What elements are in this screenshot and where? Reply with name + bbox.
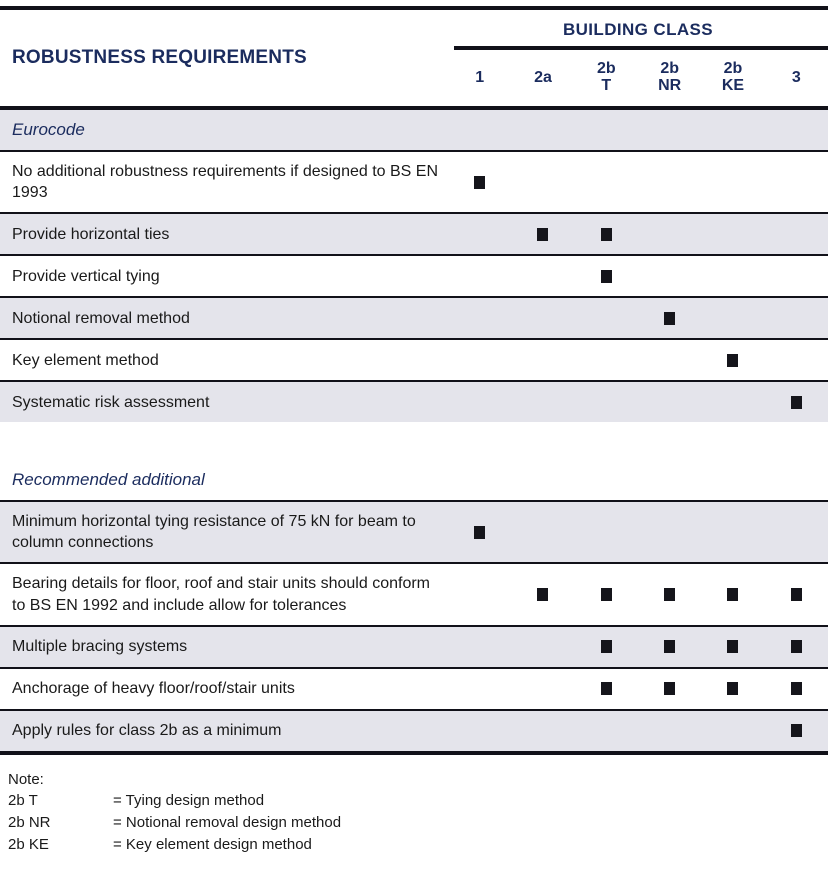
mark-cell-5: [765, 640, 828, 653]
empty-marker: [664, 270, 675, 283]
empty-marker: [727, 176, 738, 189]
mark-cell-0: [448, 640, 511, 653]
mark-cell-4: [701, 270, 764, 283]
row-label-cell: [0, 627, 448, 667]
mark-cell-2: [575, 640, 638, 653]
mark-cell-1: [511, 724, 574, 737]
class-column-main: 2b: [660, 60, 679, 78]
mark-cell-5: [765, 526, 828, 539]
mark-cell-5: [765, 354, 828, 367]
class-column-main: 3: [791, 68, 801, 86]
row-label: No additional robustness requirements if designed to BS EN 1993: [12, 163, 439, 202]
table-row: [0, 152, 828, 212]
row-marks: [448, 711, 828, 751]
mark-cell-5: [765, 270, 828, 283]
empty-marker: [474, 396, 485, 409]
mark-cell-0: [448, 354, 511, 367]
empty-marker: [727, 396, 738, 409]
mark-cell-2: [575, 228, 638, 241]
row-label: Minimum horizontal tying resistance of 75 kN for beam to column connections: [12, 513, 416, 552]
building-class-title: BUILDING CLASS: [562, 20, 714, 39]
notes-block: [0, 755, 828, 856]
row-label-cell: [0, 382, 448, 422]
row-marks: [448, 298, 828, 338]
empty-marker: [601, 526, 612, 539]
empty-marker: [664, 396, 675, 409]
note-item: [8, 790, 828, 812]
applies-marker-icon: [537, 228, 548, 241]
empty-marker: [537, 396, 548, 409]
empty-marker: [474, 640, 485, 653]
row-label: Provide vertical tying: [12, 267, 160, 285]
mark-cell-2: [575, 588, 638, 601]
applies-marker-icon: [791, 724, 802, 737]
note-term: 2b NR: [8, 814, 51, 832]
empty-marker: [537, 270, 548, 283]
row-marks: [448, 564, 828, 624]
table-row: [0, 382, 828, 422]
mark-cell-5: [765, 228, 828, 241]
row-label: Provide horizontal ties: [12, 225, 170, 243]
table-row: [0, 627, 828, 667]
mark-cell-2: [575, 312, 638, 325]
mark-cell-4: [701, 176, 764, 189]
class-column-header-5: [765, 70, 828, 87]
mark-cell-1: [511, 354, 574, 367]
mark-cell-4: [701, 640, 764, 653]
section-heading: [0, 460, 828, 500]
note-item: [8, 834, 828, 856]
applies-marker-icon: [664, 640, 675, 653]
notes-title: Note:: [8, 770, 44, 788]
mark-cell-1: [511, 228, 574, 241]
applies-marker-icon: [601, 270, 612, 283]
applies-marker-icon: [664, 312, 675, 325]
mark-cell-4: [701, 396, 764, 409]
table-row: [0, 298, 828, 338]
applies-marker-icon: [601, 588, 612, 601]
applies-marker-icon: [601, 228, 612, 241]
mark-cell-5: [765, 588, 828, 601]
applies-marker-icon: [727, 682, 738, 695]
section-heading-label: Recommended additional: [12, 470, 205, 490]
mark-cell-4: [701, 526, 764, 539]
empty-marker: [601, 396, 612, 409]
empty-marker: [664, 724, 675, 737]
mark-cell-3: [638, 526, 701, 539]
mark-cell-1: [511, 396, 574, 409]
mark-cell-0: [448, 228, 511, 241]
empty-marker: [601, 312, 612, 325]
notes-list: [8, 790, 828, 855]
mark-cell-4: [701, 588, 764, 601]
empty-marker: [791, 526, 802, 539]
mark-cell-1: [511, 640, 574, 653]
applies-marker-icon: [537, 588, 548, 601]
empty-marker: [601, 354, 612, 367]
table-row: [0, 214, 828, 254]
mark-cell-0: [448, 396, 511, 409]
mark-cell-3: [638, 312, 701, 325]
empty-marker: [791, 354, 802, 367]
class-column-sub: KE: [721, 77, 745, 94]
empty-marker: [474, 682, 485, 695]
class-column-main: 1: [475, 68, 485, 86]
row-label: Bearing details for floor, roof and stair units should conform to BS EN 1992 and include allow for tolerances: [12, 575, 430, 614]
empty-marker: [474, 354, 485, 367]
mark-cell-1: [511, 270, 574, 283]
row-label-cell: [0, 711, 448, 751]
class-column-header-0: [448, 70, 511, 87]
mark-cell-1: [511, 312, 574, 325]
empty-marker: [474, 228, 485, 241]
mark-cell-5: [765, 682, 828, 695]
row-label-cell: [0, 256, 448, 296]
table-row: [0, 711, 828, 751]
empty-marker: [727, 228, 738, 241]
applies-marker-icon: [664, 682, 675, 695]
row-label-cell: [0, 152, 448, 212]
class-column-sub: T: [601, 77, 612, 94]
applies-marker-icon: [791, 588, 802, 601]
mark-cell-0: [448, 724, 511, 737]
table-row: [0, 669, 828, 709]
row-label: Apply rules for class 2b as a minimum: [12, 722, 282, 740]
mark-cell-5: [765, 724, 828, 737]
mark-cell-0: [448, 176, 511, 189]
mark-cell-3: [638, 354, 701, 367]
row-marks: [448, 340, 828, 380]
mark-cell-1: [511, 526, 574, 539]
empty-marker: [537, 526, 548, 539]
row-marks: [448, 627, 828, 667]
building-class-header: [448, 10, 828, 106]
empty-marker: [791, 228, 802, 241]
mark-cell-2: [575, 682, 638, 695]
empty-marker: [537, 176, 548, 189]
empty-marker: [727, 724, 738, 737]
empty-marker: [791, 176, 802, 189]
section-heading: [0, 110, 828, 150]
mark-cell-4: [701, 682, 764, 695]
table-row: [0, 340, 828, 380]
note-definition: = Notional removal design method: [113, 814, 342, 832]
mark-cell-2: [575, 396, 638, 409]
mark-cell-3: [638, 682, 701, 695]
mark-cell-0: [448, 270, 511, 283]
mark-cell-0: [448, 682, 511, 695]
row-label: Multiple bracing systems: [12, 638, 188, 656]
empty-marker: [727, 312, 738, 325]
mark-cell-3: [638, 396, 701, 409]
note-definition: = Key element design method: [113, 835, 312, 853]
page-title: ROBUSTNESS REQUIREMENTS: [12, 47, 307, 68]
row-label-cell: [0, 214, 448, 254]
applies-marker-icon: [601, 682, 612, 695]
empty-marker: [601, 724, 612, 737]
empty-marker: [727, 270, 738, 283]
empty-marker: [664, 526, 675, 539]
applies-marker-icon: [727, 354, 738, 367]
mark-cell-1: [511, 588, 574, 601]
note-definition: = Tying design method: [113, 792, 265, 810]
class-column-main: 2a: [534, 68, 552, 86]
empty-marker: [474, 312, 485, 325]
applies-marker-icon: [791, 682, 802, 695]
empty-marker: [537, 354, 548, 367]
empty-marker: [601, 176, 612, 189]
empty-marker: [664, 228, 675, 241]
class-column-header-1: [511, 70, 574, 87]
empty-marker: [474, 588, 485, 601]
mark-cell-4: [701, 228, 764, 241]
row-label-cell: [0, 564, 448, 624]
section-heading-label: Eurocode: [12, 120, 85, 139]
applies-marker-icon: [727, 640, 738, 653]
row-marks: [448, 669, 828, 709]
class-column-header-4: [701, 61, 764, 95]
mark-cell-3: [638, 588, 701, 601]
empty-marker: [537, 312, 548, 325]
mark-cell-3: [638, 228, 701, 241]
table-row: [0, 564, 828, 624]
applies-marker-icon: [474, 526, 485, 539]
mark-cell-2: [575, 270, 638, 283]
row-label: Anchorage of heavy floor/roof/stair units: [12, 680, 295, 698]
mark-cell-2: [575, 176, 638, 189]
row-label: Systematic risk assessment: [12, 393, 210, 411]
class-column-sub: NR: [658, 77, 682, 94]
empty-marker: [664, 176, 675, 189]
mark-cell-0: [448, 312, 511, 325]
applies-marker-icon: [791, 640, 802, 653]
table-row: [0, 502, 828, 562]
applies-marker-icon: [727, 588, 738, 601]
row-label-cell: [0, 298, 448, 338]
table-row: [0, 256, 828, 296]
class-column-headers: [448, 50, 828, 106]
row-label: Notional removal method: [12, 309, 190, 327]
empty-marker: [474, 724, 485, 737]
row-label-cell: [0, 669, 448, 709]
mark-cell-0: [448, 588, 511, 601]
mark-cell-4: [701, 724, 764, 737]
robustness-requirements-table: [0, 6, 828, 882]
empty-marker: [727, 526, 738, 539]
row-marks: [448, 256, 828, 296]
mark-cell-5: [765, 176, 828, 189]
note-term: 2b KE: [8, 835, 49, 853]
row-marks: [448, 502, 828, 562]
row-label-cell: [0, 502, 448, 562]
mark-cell-2: [575, 724, 638, 737]
applies-marker-icon: [664, 588, 675, 601]
mark-cell-1: [511, 176, 574, 189]
mark-cell-3: [638, 270, 701, 283]
row-marks: [448, 152, 828, 212]
mark-cell-3: [638, 724, 701, 737]
class-column-main: 2b: [723, 60, 743, 78]
section-gap: [0, 422, 828, 460]
applies-marker-icon: [791, 396, 802, 409]
row-marks: [448, 214, 828, 254]
row-label-cell: [0, 340, 448, 380]
applies-marker-icon: [601, 640, 612, 653]
table-body: [0, 110, 828, 751]
empty-marker: [474, 270, 485, 283]
empty-marker: [537, 724, 548, 737]
header-title-cell: [0, 10, 448, 106]
note-item: [8, 812, 828, 834]
empty-marker: [791, 270, 802, 283]
class-column-header-2: [575, 61, 638, 95]
row-marks: [448, 382, 828, 422]
mark-cell-1: [511, 682, 574, 695]
class-column-header-3: [638, 61, 701, 95]
mark-cell-3: [638, 640, 701, 653]
mark-cell-4: [701, 312, 764, 325]
table-header: [0, 10, 828, 106]
mark-cell-2: [575, 526, 638, 539]
mark-cell-0: [448, 526, 511, 539]
mark-cell-5: [765, 396, 828, 409]
empty-marker: [791, 312, 802, 325]
mark-cell-5: [765, 312, 828, 325]
class-column-main: 2b: [596, 60, 616, 78]
mark-cell-4: [701, 354, 764, 367]
empty-marker: [537, 640, 548, 653]
empty-marker: [664, 354, 675, 367]
row-label: Key element method: [12, 351, 159, 369]
mark-cell-3: [638, 176, 701, 189]
note-term: 2b T: [8, 792, 38, 810]
empty-marker: [537, 682, 548, 695]
mark-cell-2: [575, 354, 638, 367]
applies-marker-icon: [474, 176, 485, 189]
